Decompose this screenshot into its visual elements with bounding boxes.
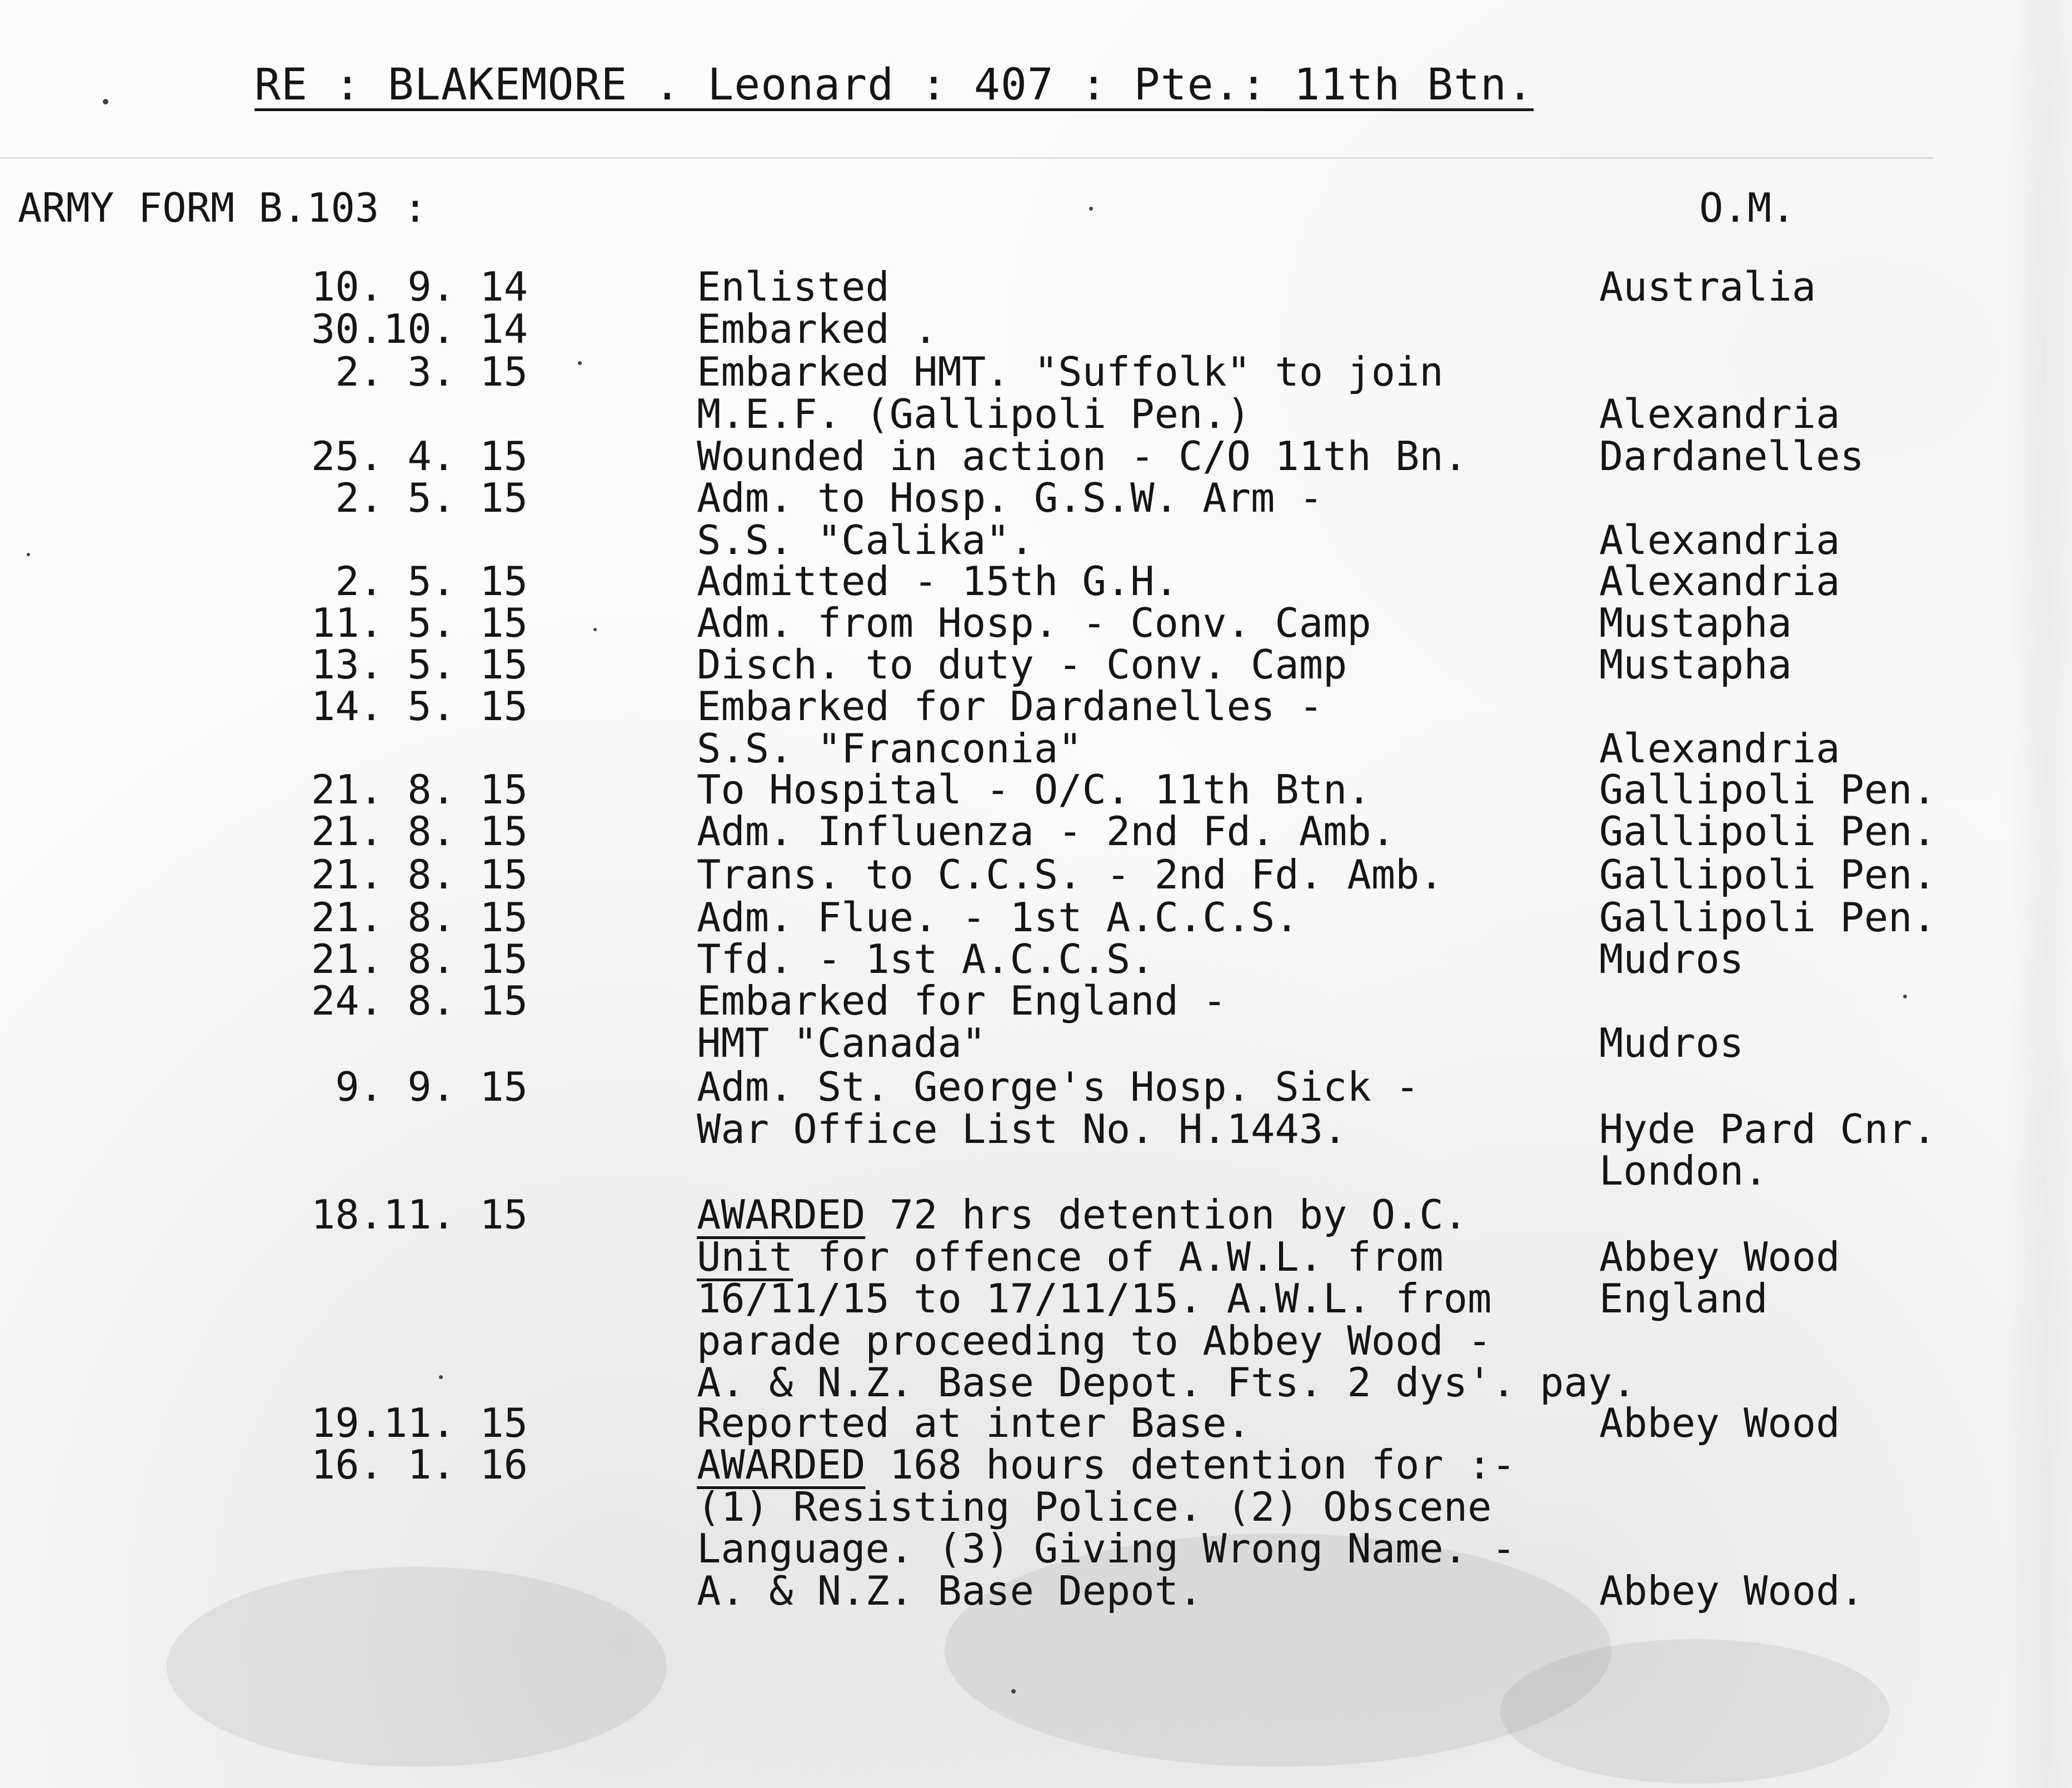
entry-text: Adm. Influenza - 2nd Fd. Amb. <box>697 808 1396 855</box>
ink-speck <box>1903 995 1907 998</box>
toner-smudge <box>1500 1639 1889 1784</box>
entry-text: M.E.F. (Gallipoli Pen.) <box>697 390 1251 437</box>
entry-date: 10. 9. 14 <box>311 263 528 310</box>
entry-text: Disch. to duty - Conv. Camp <box>697 641 1347 688</box>
entry-text: Embarked . <box>697 306 938 352</box>
entry-text: A. & N.Z. Base Depot. Fts. 2 dys'. pay. <box>697 1359 1636 1406</box>
entry-text: parade proceeding to Abbey Wood - <box>697 1317 1492 1364</box>
entry-date: 21. 8. 15 <box>311 766 528 813</box>
entry-date: 2. 5. 15 <box>335 475 528 521</box>
entry-date: 24. 8. 15 <box>311 977 528 1024</box>
entry-text: War Office List No. H.1443. <box>697 1105 1347 1152</box>
entry-place: Alexandria <box>1599 390 1840 437</box>
entry-place: England <box>1599 1275 1768 1322</box>
entry-place: Alexandria <box>1599 516 1840 563</box>
entry-date: 9. 9. 15 <box>335 1063 528 1110</box>
entry-place: Mudros <box>1599 936 1744 982</box>
ink-speck <box>593 628 597 631</box>
entry-date: 21. 8. 15 <box>311 936 528 982</box>
entry-text: (1) Resisting Police. (2) Obscene <box>697 1483 1492 1530</box>
entry-place: Mudros <box>1599 1019 1744 1066</box>
ink-speck <box>1011 1689 1016 1694</box>
entry-date: 30.10. 14 <box>311 306 528 352</box>
entry-date: 21. 8. 15 <box>311 851 528 898</box>
page-edge-shadow <box>2005 0 2072 1788</box>
ink-speck <box>1089 207 1093 211</box>
entry-place: Gallipoli Pen. <box>1599 851 1936 898</box>
underlined-word: AWARDED <box>697 1441 866 1488</box>
underlined-word: AWARDED <box>697 1191 866 1238</box>
place-column-label: O.M. <box>1699 184 1796 231</box>
ink-speck <box>439 1375 443 1379</box>
entry-date: 21. 8. 15 <box>311 894 528 941</box>
entry-text: Admitted - 15th G.H. <box>697 558 1179 605</box>
entry-place: Alexandria <box>1599 725 1840 772</box>
entry-date: 21. 8. 15 <box>311 808 528 855</box>
entry-text: 16/11/15 to 17/11/15. A.W.L. from <box>697 1275 1492 1322</box>
ink-speck <box>27 553 30 556</box>
entry-text: Tfd. - 1st A.C.C.S. <box>697 936 1155 982</box>
entry-place: Gallipoli Pen. <box>1599 894 1936 941</box>
entry-place: Australia <box>1599 263 1816 310</box>
entry-date: 18.11. 15 <box>311 1191 528 1238</box>
entry-text: A. & N.Z. Base Depot. <box>697 1567 1203 1614</box>
record-header: RE : BLAKEMORE . Leonard : 407 : Pte.: 11th Btn. <box>254 60 1534 110</box>
entry-date: 16. 1. 16 <box>311 1441 528 1488</box>
entry-place: Gallipoli Pen. <box>1599 808 1936 855</box>
entry-text: Embarked HMT. "Suffolk" to join <box>697 348 1444 395</box>
entry-place: Abbey Wood. <box>1599 1567 1864 1614</box>
entry-place: Mustapha <box>1599 600 1792 646</box>
entry-place: Abbey Wood <box>1599 1233 1840 1280</box>
entry-text: HMT "Canada" <box>697 1019 986 1066</box>
toner-smudge <box>167 1567 667 1767</box>
entry-place: Mustapha <box>1599 641 1792 688</box>
entry-text: S.S. "Calika". <box>697 516 1034 563</box>
entry-text: Adm. from Hosp. - Conv. Camp <box>697 600 1371 646</box>
entry-date: 11. 5. 15 <box>311 600 528 646</box>
entry-text: Adm. Flue. - 1st A.C.C.S. <box>697 894 1299 941</box>
entry-text: To Hospital - O/C. 11th Btn. <box>697 766 1371 813</box>
entry-place: London. <box>1599 1147 1768 1194</box>
fold-line <box>0 157 1934 159</box>
entry-text: AWARDED 168 hours detention for :- <box>697 1441 1516 1488</box>
entry-date: 19.11. 15 <box>311 1400 528 1446</box>
entry-place: Alexandria <box>1599 558 1840 605</box>
entry-text: Adm. St. George's Hosp. Sick - <box>697 1063 1420 1110</box>
entry-text: Reported at inter Base. <box>697 1400 1251 1446</box>
entry-date: 13. 5. 15 <box>311 641 528 688</box>
entry-place: Abbey Wood <box>1599 1400 1840 1446</box>
entry-date: 2. 5. 15 <box>335 558 528 605</box>
entry-text: S.S. "Franconia" <box>697 725 1082 772</box>
entry-text: Language. (3) Giving Wrong Name. - <box>697 1525 1516 1572</box>
entry-date: 14. 5. 15 <box>311 683 528 730</box>
entry-text: Wounded in action - C/O 11th Bn. <box>697 433 1468 480</box>
entry-place: Hyde Pard Cnr. <box>1599 1105 1936 1152</box>
underlined-word: Unit <box>697 1233 793 1280</box>
entry-date: 25. 4. 15 <box>311 433 528 480</box>
entry-text: Embarked for Dardanelles - <box>697 683 1324 730</box>
entry-place: Dardanelles <box>1599 433 1864 480</box>
entry-text: Enlisted <box>697 263 890 310</box>
ink-speck <box>103 99 108 104</box>
form-label: ARMY FORM B.103 : <box>18 184 427 231</box>
entry-text: AWARDED 72 hrs detention by O.C. <box>697 1191 1468 1238</box>
entry-place: Gallipoli Pen. <box>1599 766 1936 813</box>
entry-text: Embarked for England - <box>697 977 1227 1024</box>
ink-speck <box>578 361 582 365</box>
entry-date: 2. 3. 15 <box>335 348 528 395</box>
entry-text: Unit for offence of A.W.L. from <box>697 1233 1444 1280</box>
entry-text: Adm. to Hosp. G.S.W. Arm - <box>697 475 1324 521</box>
entry-text: Trans. to C.C.S. - 2nd Fd. Amb. <box>697 851 1444 898</box>
